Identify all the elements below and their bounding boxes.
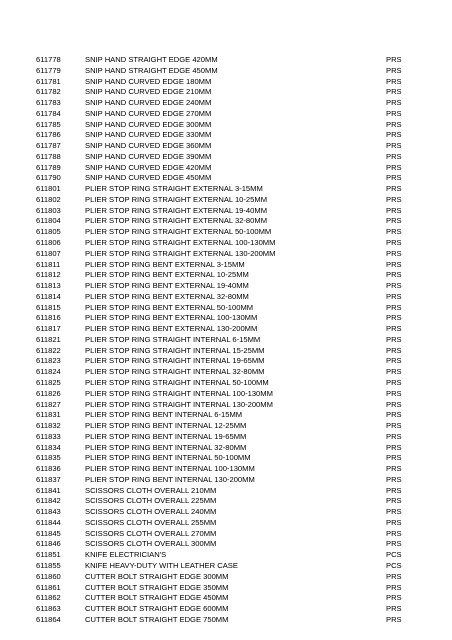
item-description: CUTTER BOLT STRAIGHT EDGE 350MM [85, 582, 229, 592]
item-description: SNIP HAND CURVED EDGE 390MM [85, 151, 212, 161]
item-unit: PRS [386, 291, 402, 301]
item-unit: PRS [386, 485, 402, 495]
item-unit: PRS [386, 377, 402, 387]
item-description: PLIER STOP RING BENT INTERNAL 32-80MM [85, 442, 247, 452]
item-code: 611807 [36, 248, 61, 258]
item-code: 611815 [36, 302, 61, 312]
item-description: SNIP HAND CURVED EDGE 420MM [85, 162, 212, 172]
list-item [0, 152, 452, 163]
item-code: 611803 [36, 205, 61, 215]
item-code: 611855 [36, 560, 61, 570]
item-description: PLIER STOP RING BENT INTERNAL 19-65MM [85, 431, 247, 441]
item-unit: PCS [386, 560, 402, 570]
item-description: PLIER STOP RING BENT INTERNAL 6-15MM [85, 410, 243, 420]
item-unit: PRS [386, 313, 402, 323]
list-item [0, 475, 452, 486]
list-item [0, 356, 452, 367]
list-item [0, 292, 452, 303]
item-description: PLIER STOP RING BENT EXTERNAL 32-80MM [85, 291, 249, 301]
item-code: 611825 [36, 377, 61, 387]
item-description: SNIP HAND CURVED EDGE 300MM [85, 119, 212, 129]
item-description: SNIP HAND CURVED EDGE 270MM [85, 108, 212, 118]
list-item [0, 443, 452, 454]
item-unit: PRS [386, 119, 402, 129]
item-unit: PRS [386, 431, 402, 441]
list-item [0, 163, 452, 174]
list-item [0, 238, 452, 249]
list-item [0, 173, 452, 184]
item-unit: PRS [386, 216, 402, 226]
item-code: 611826 [36, 388, 61, 398]
item-description: SNIP HAND CURVED EDGE 360MM [85, 141, 212, 151]
item-code: 611845 [36, 528, 61, 538]
item-unit: PRS [386, 141, 402, 151]
item-unit: PRS [386, 604, 402, 614]
item-code: 611843 [36, 507, 61, 517]
item-unit: PRS [386, 464, 402, 474]
item-description: PLIER STOP RING STRAIGHT EXTERNAL 19-40MM [85, 205, 268, 215]
item-unit: PRS [386, 614, 402, 624]
item-code: 611814 [36, 291, 61, 301]
item-description: PLIER STOP RING STRAIGHT EXTERNAL 100-130MM [85, 238, 276, 248]
list-item [0, 141, 452, 152]
item-description: PLIER STOP RING STRAIGHT INTERNAL 100-130MM [85, 388, 273, 398]
item-unit: PRS [386, 248, 402, 258]
list-item [0, 270, 452, 281]
item-unit: PRS [386, 324, 402, 334]
list-item [0, 400, 452, 411]
item-code: 611822 [36, 345, 61, 355]
list-item [0, 507, 452, 518]
item-code: 611788 [36, 151, 61, 161]
item-description: PLIER STOP RING STRAIGHT EXTERNAL 10-25MM [85, 194, 268, 204]
list-item [0, 130, 452, 141]
list-item [0, 550, 452, 561]
item-unit: PRS [386, 539, 402, 549]
list-item [0, 206, 452, 217]
list-item [0, 367, 452, 378]
item-list [0, 55, 452, 626]
item-unit: PRS [386, 151, 402, 161]
item-description: SNIP HAND CURVED EDGE 330MM [85, 130, 212, 140]
item-description: SCISSORS CLOTH OVERALL 270MM [85, 528, 217, 538]
item-code: 611862 [36, 593, 61, 603]
list-item [0, 66, 452, 77]
list-item [0, 615, 452, 626]
item-description: SNIP HAND STRAIGHT EDGE 450MM [85, 65, 218, 75]
item-unit: PRS [386, 55, 402, 64]
item-unit: PRS [386, 194, 402, 204]
list-item [0, 529, 452, 540]
item-code: 611835 [36, 453, 61, 463]
item-description: PLIER STOP RING STRAIGHT EXTERNAL 3-15MM [85, 184, 263, 194]
item-description: PLIER STOP RING STRAIGHT INTERNAL 19-65MM [85, 356, 265, 366]
item-code: 611837 [36, 474, 61, 484]
list-item [0, 453, 452, 464]
list-item [0, 260, 452, 271]
item-unit: PRS [386, 442, 402, 452]
item-unit: PRS [386, 334, 402, 344]
item-unit: PRS [386, 238, 402, 248]
list-item [0, 216, 452, 227]
list-item [0, 77, 452, 88]
item-description: PLIER STOP RING STRAIGHT EXTERNAL 32-80MM [85, 216, 268, 226]
item-unit: PRS [386, 399, 402, 409]
item-code: 611804 [36, 216, 61, 226]
item-description: PLIER STOP RING BENT EXTERNAL 3-15MM [85, 259, 245, 269]
item-description: PLIER STOP RING STRAIGHT EXTERNAL 130-200MM [85, 248, 276, 258]
item-description: PLIER STOP RING BENT EXTERNAL 10-25MM [85, 270, 249, 280]
item-code: 611846 [36, 539, 61, 549]
item-description: PLIER STOP RING STRAIGHT INTERNAL 32-80MM [85, 367, 265, 377]
item-code: 611827 [36, 399, 61, 409]
item-code: 611812 [36, 270, 61, 280]
item-description: CUTTER BOLT STRAIGHT EDGE 450MM [85, 593, 229, 603]
item-unit: PRS [386, 259, 402, 269]
list-item [0, 303, 452, 314]
item-unit: PRS [386, 76, 402, 86]
item-unit: PRS [386, 410, 402, 420]
item-unit: PRS [386, 507, 402, 517]
item-description: PLIER STOP RING STRAIGHT EXTERNAL 50-100MM [85, 227, 272, 237]
item-unit: PRS [386, 421, 402, 431]
item-code: 611802 [36, 194, 61, 204]
item-code: 611833 [36, 431, 61, 441]
item-unit: PRS [386, 162, 402, 172]
item-code: 611805 [36, 227, 61, 237]
item-code: 611836 [36, 464, 61, 474]
list-item [0, 518, 452, 529]
list-item [0, 496, 452, 507]
item-description: PLIER STOP RING STRAIGHT INTERNAL 6-15MM [85, 334, 261, 344]
item-unit: PRS [386, 65, 402, 75]
item-code: 611860 [36, 571, 61, 581]
item-description: SNIP HAND CURVED EDGE 450MM [85, 173, 212, 183]
item-description: PLIER STOP RING STRAIGHT INTERNAL 50-100MM [85, 377, 269, 387]
item-code: 611782 [36, 87, 61, 97]
item-unit: PRS [386, 173, 402, 183]
item-description: PLIER STOP RING BENT EXTERNAL 19-40MM [85, 281, 249, 291]
item-code: 611864 [36, 614, 61, 624]
item-unit: PCS [386, 550, 402, 560]
list-item [0, 486, 452, 497]
list-item [0, 335, 452, 346]
item-code: 611842 [36, 496, 61, 506]
item-unit: PRS [386, 517, 402, 527]
item-code: 611851 [36, 550, 61, 560]
item-code: 611823 [36, 356, 61, 366]
item-description: SNIP HAND CURVED EDGE 210MM [85, 87, 212, 97]
list-item [0, 313, 452, 324]
list-item [0, 249, 452, 260]
list-item [0, 378, 452, 389]
item-unit: PRS [386, 98, 402, 108]
item-description: PLIER STOP RING BENT INTERNAL 130-200MM [85, 474, 255, 484]
item-code: 611787 [36, 141, 61, 151]
item-unit: PRS [386, 593, 402, 603]
item-code: 611817 [36, 324, 61, 334]
item-code: 611778 [36, 55, 61, 64]
item-unit: PRS [386, 388, 402, 398]
item-code: 611861 [36, 582, 61, 592]
item-code: 611844 [36, 517, 61, 527]
item-code: 611801 [36, 184, 61, 194]
list-item [0, 539, 452, 550]
item-description: PLIER STOP RING BENT EXTERNAL 50-100MM [85, 302, 254, 312]
item-code: 611781 [36, 76, 61, 86]
list-item [0, 281, 452, 292]
list-item [0, 98, 452, 109]
item-description: PLIER STOP RING BENT INTERNAL 12-25MM [85, 421, 247, 431]
list-item [0, 324, 452, 335]
item-unit: PRS [386, 281, 402, 291]
item-code: 611789 [36, 162, 61, 172]
item-code: 611834 [36, 442, 61, 452]
list-item [0, 410, 452, 421]
item-unit: PRS [386, 302, 402, 312]
item-unit: PRS [386, 356, 402, 366]
item-description: SNIP HAND STRAIGHT EDGE 420MM [85, 55, 218, 64]
item-description: PLIER STOP RING BENT INTERNAL 50-100MM [85, 453, 251, 463]
item-unit: PRS [386, 108, 402, 118]
item-description: KNIFE HEAVY-DUTY WITH LEATHER CASE [85, 560, 238, 570]
item-unit: PRS [386, 87, 402, 97]
item-code: 611784 [36, 108, 61, 118]
item-code: 611824 [36, 367, 61, 377]
item-unit: PRS [386, 227, 402, 237]
item-description: SNIP HAND CURVED EDGE 180MM [85, 76, 212, 86]
item-description: SCISSORS CLOTH OVERALL 240MM [85, 507, 217, 517]
list-item [0, 593, 452, 604]
item-description: PLIER STOP RING BENT EXTERNAL 130-200MM [85, 324, 258, 334]
item-unit: PRS [386, 345, 402, 355]
item-unit: PRS [386, 496, 402, 506]
item-description: CUTTER BOLT STRAIGHT EDGE 600MM [85, 604, 229, 614]
list-item [0, 227, 452, 238]
item-code: 611821 [36, 334, 61, 344]
item-description: PLIER STOP RING BENT EXTERNAL 100-130MM [85, 313, 258, 323]
item-unit: PRS [386, 571, 402, 581]
item-unit: PRS [386, 474, 402, 484]
list-item [0, 184, 452, 195]
item-code: 611783 [36, 98, 61, 108]
item-code: 611863 [36, 604, 61, 614]
item-code: 611832 [36, 421, 61, 431]
item-description: SCISSORS CLOTH OVERALL 255MM [85, 517, 217, 527]
item-code: 611779 [36, 65, 61, 75]
list-item [0, 583, 452, 594]
item-unit: PRS [386, 453, 402, 463]
item-description: CUTTER BOLT STRAIGHT EDGE 750MM [85, 614, 229, 624]
list-item [0, 561, 452, 572]
item-description: PLIER STOP RING BENT INTERNAL 100-130MM [85, 464, 255, 474]
item-unit: PRS [386, 130, 402, 140]
list-item [0, 604, 452, 615]
item-unit: PRS [386, 528, 402, 538]
item-description: PLIER STOP RING STRAIGHT INTERNAL 15-25MM [85, 345, 265, 355]
item-code: 611806 [36, 238, 61, 248]
item-unit: PRS [386, 582, 402, 592]
item-code: 611816 [36, 313, 61, 323]
list-item [0, 464, 452, 475]
item-description: CUTTER BOLT STRAIGHT EDGE 300MM [85, 571, 229, 581]
list-item [0, 55, 452, 66]
item-code: 611811 [36, 259, 61, 269]
list-item [0, 432, 452, 443]
item-description: SCISSORS CLOTH OVERALL 225MM [85, 496, 217, 506]
item-code: 611831 [36, 410, 61, 420]
item-code: 611785 [36, 119, 61, 129]
list-item [0, 421, 452, 432]
item-description: PLIER STOP RING STRAIGHT INTERNAL 130-200MM [85, 399, 273, 409]
item-unit: PRS [386, 270, 402, 280]
list-item [0, 389, 452, 400]
list-item [0, 87, 452, 98]
list-item [0, 120, 452, 131]
item-description: SCISSORS CLOTH OVERALL 210MM [85, 485, 217, 495]
item-description: SNIP HAND CURVED EDGE 240MM [85, 98, 212, 108]
item-code: 611790 [36, 173, 61, 183]
item-description: SCISSORS CLOTH OVERALL 300MM [85, 539, 217, 549]
item-description: KNIFE ELECTRICIAN'S [85, 550, 167, 560]
list-item [0, 195, 452, 206]
item-unit: PRS [386, 184, 402, 194]
list-item [0, 572, 452, 583]
item-unit: PRS [386, 367, 402, 377]
item-code: 611786 [36, 130, 61, 140]
item-code: 611841 [36, 485, 61, 495]
list-item [0, 346, 452, 357]
item-unit: PRS [386, 205, 402, 215]
item-code: 611813 [36, 281, 61, 291]
list-item [0, 109, 452, 120]
